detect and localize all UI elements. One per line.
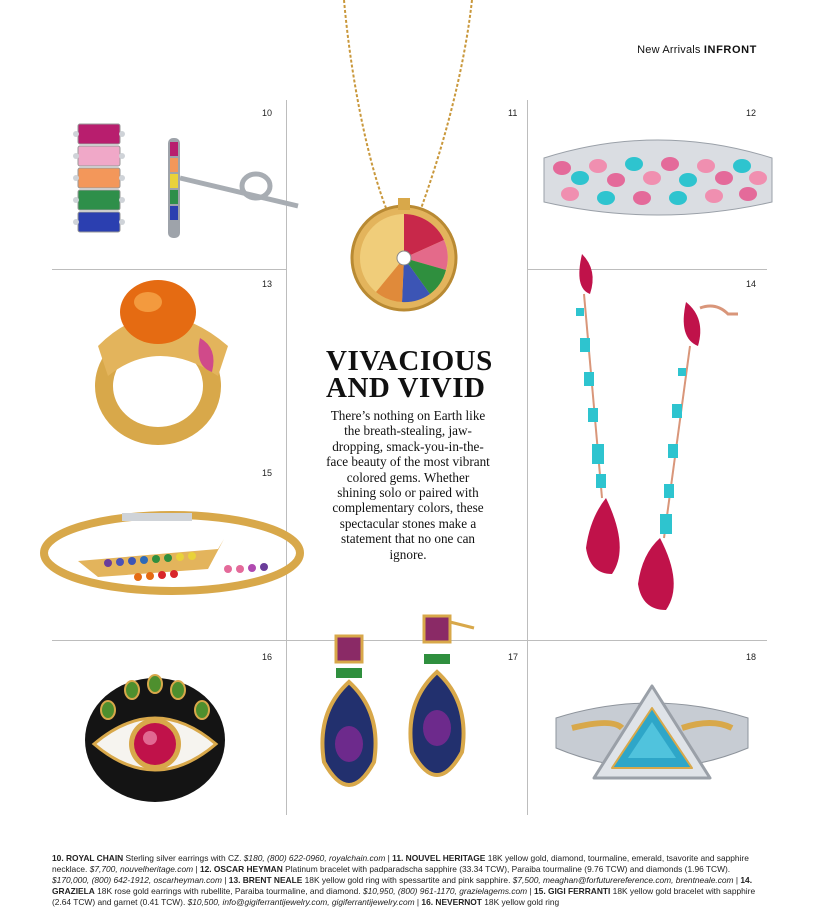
item-number-18: 18 [746,652,757,662]
feature-blurb: There’s nothing on Earth like the breath-stealing, jaw-dropping, smack-you-in-the-face beauty of the most vibrant colored gems. Whether shining solo or paired with complementary colors, these spectacular stones make a statement that no one can ignore. [326,408,490,562]
bangle-image [38,505,308,605]
item-number-14: 14 [746,279,757,289]
page-header [637,44,757,56]
product-credits [52,853,762,908]
credit-item: 10. ROYAL CHAIN Sterling silver earrings with CZ. $180, (800) 622-0960, royalchain.com | [52,853,393,863]
feature-title-line-2: AND VIVID [326,372,486,404]
necklace-image [332,0,482,312]
bracelet-image [540,128,776,228]
credit-item: 15. GIGI FERRANTI 18K yellow gold bracelet with sapphire (2.64 TCW) and garnet (0.41 TCW). $10,500, info@gigiferrantijewelry.com, gigiferrantijewelry.com | [52,886,756,907]
credit-item: 12. OSCAR HEYMAN Platinum bracelet with padparadscha sapphire (33.34 TCW), Paraiba tourmaline (9.76 TCW) and diamonds (1.96 TCW). $170,000, (800) 642-1912, oscarheyman.com | [52,864,731,885]
feature-title-line-1: VIVACIOUS [326,345,493,377]
item-number-11: 11 [508,108,518,118]
trillion-ring-image [552,678,752,798]
credit-item: 14. GRAZIELA 18K rose gold earrings with rubellite, Paraiba tourmaline, and diamond. $10,950, (800) 961-1170, grazielagems.com | [52,875,753,896]
header-section: New Arrivals [637,44,701,56]
credit-item: 11. NOUVEL HERITAGE 18K yellow gold, diamond, tourmaline, emerald, tsavorite and sapphire necklace. $7,700, nouvelheritage.com | [52,853,749,874]
item-number-16: 16 [262,652,273,662]
item-number-17: 17 [508,652,519,662]
item-number-13: 13 [262,279,273,289]
credit-item: 13. BRENT NEALE 18K yellow gold ring with spessartite and pink sapphire. $7,500, meaghan@forfuturereference.com, brentneale.com | [228,875,741,885]
ring-image [88,276,238,446]
shield-earrings-image [312,612,492,812]
grid-vertical-right [527,100,528,815]
earrings-image [66,118,306,248]
item-number-15: 15 [262,468,273,478]
item-number-10: 10 [262,108,273,118]
feature-title [326,345,493,404]
grid-horizontal-top-left [52,269,287,270]
item-number-12: 12 [746,108,757,118]
drop-earrings-image [560,248,750,628]
credit-item: 16. NEVERNOT 18K yellow gold ring [421,897,560,907]
eye-ring-image [80,668,230,808]
header-brand: INFRONT [703,44,757,56]
